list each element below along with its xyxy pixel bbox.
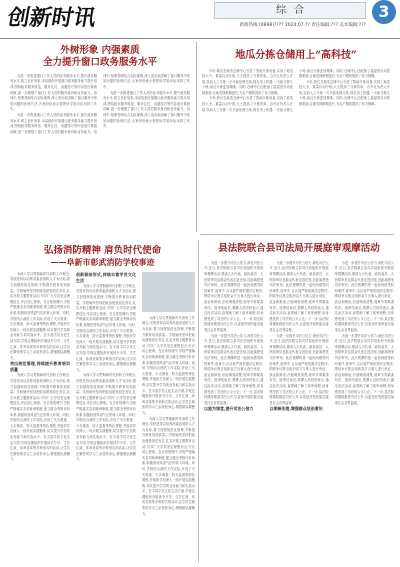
- section-char-2: 合: [294, 5, 304, 16]
- article-4-paragraph: 为进一步提升司法公信力,深化司法公开,近日,县法院联合县司法局组织开展庭审观摩活动,邀请人大代表、政协委员、人民陪审员及群众代表走进法庭,近距离感受司法审判。此次观摩的是一起民间借贷纠纷案件,庭审中,合议庭严格依照法定程序,围绕争议焦点组织双方当事人进行举证、质证和辩论,法庭调查清楚,庭审节奏紧凑有序。庭审结束后,观摩人员纷纷表示,通过此次活动,直观地了解了庭审流程,切身感受到了司法的公平公正。下一步,县法院将继续推进司法公开,以更加开放的姿态接受社会各界监督。: [269, 260, 329, 332]
- article-sweet-potato-storage: [202, 44, 390, 230]
- article-4-paragraph: 为进一步提升司法公信力,深化司法公开,近日,县法院联合县司法局组织开展庭审观摩活动,邀请人大代表、政协委员、人民陪审员及群众代表走进法庭,近距离感受司法审判。此次观摩的是一起民间借贷纠纷案件,庭审中,合议庭严格依照法定程序,围绕争议焦点组织双方当事人进行举证、质证和辩论,法庭调查清楚,庭审节奏紧凑有序。庭审结束后,观摩人员纷纷表示,通过此次活动,直观地了解了庭审流程,切身感受到了司法的公平公正。下一步,县法院将继续推进司法公开,以更加开放的姿态接受社会各界监督。: [204, 260, 264, 332]
- article-3-paragraph: 为深入学习贯彻新时代消防工作理念,学校坚持以培养高素质消防人才为目标,着力加强规范化管理,不断提升教育培训质量。学校始终坚持把政治建校放在首位,扎实开展主题教育活动,引导广大学员坚定理想信念,牢记初心使命。在日常管理中,学校严格落实各项规章制度,建立健全考核评价体系,积极营造风清气正的育人环境。同时,学校结合消防工作实际,开设了灭火救援、火灾调查、防火监督等特色课程,并组织学员深入一线开展实践锻炼,切实提升学员的业务能力和实战水平。在丰富学员文化生活方面,学校定期组织开展读书分享、文艺汇演、体育竞赛等多种形式的活动,让学员在紧张的学习之余放松身心,增强团队凝聚力。: [142, 315, 195, 415]
- article-1-paragraph: 为进一步推进窗口工作人员的业务服务水平,提升政务服务水平,树立良好形象,本局组织开展窗口政务服务能力提升培训,围绕政务服务规范、服务礼仪、沟通技巧等内容进行系统讲解,进一步增强了窗口工作人员的服务意识和业务能力。培训中,授课老师结合实际案例,深入浅出地讲解了窗口服务中常见问题的处理方法,大家纷纷表示将把所学知识运用到工作中。: [103, 90, 190, 129]
- article-3-paragraph: 为深入学习贯彻新时代消防工作理念,学校坚持以培养高素质消防人才为目标,着力加强规范化管理,不断提升教育培训质量。学校始终坚持把政治建校放在首位,扎实开展主题教育活动,引导广大学员坚定理想信念,牢记初心使命。在日常管理中,学校严格落实各项规章制度,建立健全考核评价体系,积极营造风清气正的育人环境。同时,学校结合消防工作实际,开设了灭火救援、火灾调查、防火监督等特色课程,并组织学员深入一线开展实践锻炼,切实提升学员的业务能力和实战水平。在丰富学员文化生活方面,学校定期组织开展读书分享、文艺汇演、体育竞赛等多种形式的活动,让学员在紧张的学习之余放松身心,增强团队凝聚力。: [76, 373, 136, 462]
- article-2-headline: 地瓜分拣仓储用上“高科技”: [235, 50, 357, 61]
- article-3-side-body: [142, 316, 195, 517]
- column-divider: [198, 240, 199, 562]
- article-1-headline-2: 全力提升窗口政务服务水平: [42, 56, 157, 68]
- article-2-body: [202, 69, 390, 114]
- section-divider: [200, 234, 394, 235]
- article-3-headline-2: ——阜新市彰武消防学校事迹: [50, 256, 155, 267]
- section-label: [214, 2, 366, 19]
- article-4-paragraph: 为进一步提升司法公信力,深化司法公开,近日,县法院联合县司法局组织开展庭审观摩活动,邀请人大代表、政协委员、人民陪审员及群众代表走进法庭,近距离感受司法审判。此次观摩的是一起民间借贷纠纷案件,庭审中,合议庭严格依照法定程序,围绕争议焦点组织双方当事人进行举证、质证和辩论,法庭调查清楚,庭审节奏紧凑有序。庭审结束后,观摩人员纷纷表示,通过此次活动,直观地了解了庭审流程,切身感受到了司法的公平公正。下一步,县法院将继续推进司法公开,以更加开放的姿态接受社会各界监督。: [334, 260, 394, 332]
- article-4-subheading-1: 以庭为课堂,提升司法公信力: [204, 406, 254, 412]
- section-char-1: 综: [276, 5, 286, 16]
- article-4-subheading-2: 以案释法理,增强群众法治意识: [269, 406, 323, 412]
- article-window-service: [10, 44, 190, 242]
- article-3-paragraph: 为深入学习贯彻新时代消防工作理念,学校坚持以培养高素质消防人才为目标,着力加强规范化管理,不断提升教育培训质量。学校始终坚持把政治建校放在首位,扎实开展主题教育活动,引导广大学员坚定理想信念,牢记初心使命。在日常管理中,学校严格落实各项规章制度,建立健全考核评价体系,积极营造风清气正的育人环境。同时,学校结合消防工作实际,开设了灭火救援、火灾调查、防火监督等特色课程,并组织学员深入一线开展实践锻炼,切实提升学员的业务能力和实战水平。在丰富学员文化生活方面,学校定期组织开展读书分享、文艺汇演、体育竞赛等多种形式的活动,让学员在紧张的学习之余放松身心,增强团队凝聚力。: [76, 283, 136, 372]
- article-3-paragraph: 为深入学习贯彻新时代消防工作理念,学校坚持以培养高素质消防人才为目标,着力加强规范化管理,不断提升教育培训质量。学校始终坚持把政治建校放在首位,扎实开展主题教育活动,引导广大学员坚定理想信念,牢记初心使命。在日常管理中,学校严格落实各项规章制度,建立健全考核评价体系,积极营造风清气正的育人环境。同时,学校结合消防工作实际,开设了灭火救援、火灾调查、防火监督等特色课程,并组织学员深入一线开展实践锻炼,切实提升学员的业务能力和实战水平。在丰富学员文化生活方面,学校定期组织开展读书分享、文艺汇演、体育竞赛等多种形式的活动,让学员在紧张的学习之余放松身心,增强团队凝聚力。: [10, 271, 70, 360]
- article-4-paragraph: 为进一步提升司法公信力,深化司法公开,近日,县法院联合县司法局组织开展庭审观摩活动,邀请人大代表、政协委员、人民陪审员及群众代表走进法庭,近距离感受司法审判。此次观摩的是一起民间借贷纠纷案件,庭审中,合议庭严格依照法定程序,围绕争议焦点组织双方当事人进行举证、质证和辩论,法庭调查清楚,庭审节奏紧凑有序。庭审结束后,观摩人员纷纷表示,通过此次活动,直观地了解了庭审流程,切身感受到了司法的公平公正。下一步,县法院将继续推进司法公开,以更加开放的姿态接受社会各界监督。: [204, 333, 264, 405]
- article-4-headline: 县法院联合县司法局开展庭审观摩活动: [218, 243, 380, 254]
- article-3-body: [10, 272, 136, 463]
- article-4-paragraph: 为进一步提升司法公信力,深化司法公开,近日,县法院联合县司法局组织开展庭审观摩活动,邀请人大代表、政协委员、人民陪审员及群众代表走进法庭,近距离感受司法审判。此次观摩的是一起民间借贷纠纷案件,庭审中,合议庭严格依照法定程序,围绕争议焦点组织双方当事人进行举证、质证和辩论,法庭调查清楚,庭审节奏紧凑有序。庭审结束后,观摩人员纷纷表示,通过此次活动,直观地了解了庭审流程,切身感受到了司法的公平公正。下一步,县法院将继续推进司法公开,以更加开放的姿态接受社会各界监督。: [269, 333, 329, 405]
- article-4-paragraph: 为进一步提升司法公信力,深化司法公开,近日,县法院联合县司法局组织开展庭审观摩活动,邀请人大代表、政协委员、人民陪审员及群众代表走进法庭,近距离感受司法审判。此次观摩的是一起民间借贷纠纷案件,庭审中,合议庭严格依照法定程序,围绕争议焦点组织双方当事人进行举证、质证和辩论,法庭调查清楚,庭审节奏紧凑有序。庭审结束后,观摩人员纷纷表示,通过此次活动,直观地了解了庭审流程,切身感受到了司法的公平公正。下一步,县法院将继续推进司法公开,以更加开放的姿态接受社会各界监督。: [334, 333, 394, 405]
- article-fire-school: [10, 245, 195, 561]
- article-court-observation: [204, 240, 394, 562]
- article-3-paragraph: 为深入学习贯彻新时代消防工作理念,学校坚持以培养高素质消防人才为目标,着力加强规范化管理,不断提升教育培训质量。学校始终坚持把政治建校放在首位,扎实开展主题教育活动,引导广大学员坚定理想信念,牢记初心使命。在日常管理中,学校严格落实各项规章制度,建立健全考核评价体系,积极营造风清气正的育人环境。同时,学校结合消防工作实际,开设了灭火救援、火灾调查、防火监督等特色课程,并组织学员深入一线开展实践锻炼,切实提升学员的业务能力和实战水平。在丰富学员文化生活方面,学校定期组织开展读书分享、文艺汇演、体育竞赛等多种形式的活动,让学员在紧张的学习之余放松身心,增强团队凝聚力。: [10, 373, 70, 462]
- article-1-body: [10, 74, 190, 136]
- article-2-paragraph: 今年,我们在地瓜仓储中心引进了智能分拣设备,实现了地瓜按大小、重量自动分拣,大大提高了分拣效率。合作社负责人介绍,以前人工分拣一天只能处理几吨,现在用上机器,一天能分拣几十吨,而且分拣更加精准。同时,仓储中心还配备了温湿度自动控制系统,让地瓜保鲜期更长,为农户增收提供了有力保障。: [202, 68, 293, 95]
- masthead-meta: 新闻热线:(0898)???? 2024.07.?? 责任编辑:??? 美术编辑:???: [239, 23, 366, 28]
- masthead-title: 创新时讯: [5, 5, 99, 31]
- article-3-headline-1: 弘扬消防精神 肩负时代使命: [43, 245, 162, 256]
- article-1-paragraph: 为进一步推进窗口工作人员的业务服务水平,提升政务服务水平,树立良好形象,本局组织开展窗口政务服务能力提升培训,围绕政务服务规范、服务礼仪、沟通技巧等内容进行系统讲解,进一步增强了窗口工作人员的服务意识和业务能力。培训中,授课老师结合实际案例,深入浅出地讲解了窗口服务中常见问题的处理方法,大家纷纷表示将把所学知识运用到工作中。: [10, 73, 190, 134]
- article-1-headline-1: 外树形象 内强素质: [60, 45, 140, 56]
- article-1-paragraph: 为进一步推进窗口工作人员的业务服务水平,提升政务服务水平,树立良好形象,本局组织开展窗口政务服务能力提升培训,围绕政务服务规范、服务礼仪、沟通技巧等内容进行系统讲解,进一步增强了窗口工作人员的服务意识和业务能力。培训中,授课老师结合实际案例,深入浅出地讲解了窗口服务中常见问题的处理方法,大家纷纷表示将把所学知识运用到工作中。: [10, 73, 97, 112]
- article-3-subheading-2: 创新载体形式,持续丰富学员文化生活: [76, 271, 136, 283]
- article-2-paragraph: 今年,我们在地瓜仓储中心引进了智能分拣设备,实现了地瓜按大小、重量自动分拣,大大提高了分拣效率。合作社负责人介绍,以前人工分拣一天只能处理几吨,现在用上机器,一天能分拣几十吨,而且分拣更加精准。同时,仓储中心还配备了温湿度自动控制系统,让地瓜保鲜期更长,为农户增收提供了有力保障。: [202, 68, 390, 112]
- column-divider: [196, 42, 197, 232]
- article-3-paragraph: 为深入学习贯彻新时代消防工作理念,学校坚持以培养高素质消防人才为目标,着力加强规范化管理,不断提升教育培训质量。学校始终坚持把政治建校放在首位,扎实开展主题教育活动,引导广大学员坚定理想信念,牢记初心使命。在日常管理中,学校严格落实各项规章制度,建立健全考核评价体系,积极营造风清气正的育人环境。同时,学校结合消防工作实际,开设了灭火救援、火灾调查、防火监督等特色课程,并组织学员深入一线开展实践锻炼,切实提升学员的业务能力和实战水平。在丰富学员文化生活方面,学校定期组织开展读书分享、文艺汇演、体育竞赛等多种形式的活动,让学员在紧张的学习之余放松身心,增强团队凝聚力。: [142, 416, 195, 516]
- article-3-subheading-1: 突出规范管理,持续提升教育培训质量: [10, 361, 70, 373]
- article-4-body: [204, 261, 394, 412]
- masthead: [0, 0, 400, 39]
- article-3-photo: [142, 272, 195, 312]
- article-2-paragraph: 今年,我们在地瓜仓储中心引进了智能分拣设备,实现了地瓜按大小、重量自动分拣,大大提高了分拣效率。合作社负责人介绍,以前人工分拣一天只能处理几吨,现在用上机器,一天能分拣几十吨,而且分拣更加精准。同时,仓储中心还配备了温湿度自动控制系统,让地瓜保鲜期更长,为农户增收提供了有力保障。: [299, 79, 390, 107]
- page-number-badge: 3: [372, 0, 396, 24]
